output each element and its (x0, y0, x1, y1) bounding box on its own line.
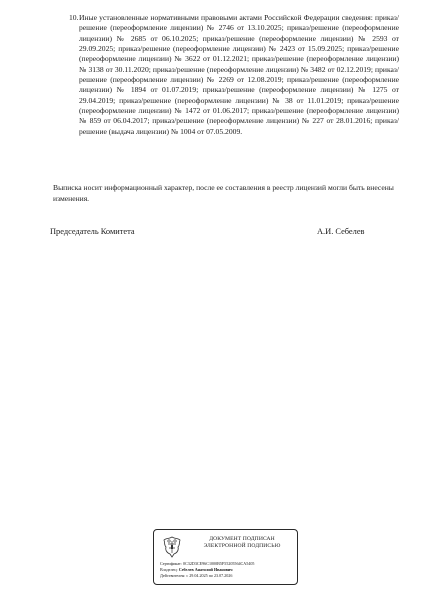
stamp-heading-line2: ЭЛЕКТРОННОЙ ПОДПИСЬЮ (203, 542, 281, 549)
signatory-name: А.И. Себелев (317, 227, 365, 236)
list-item-10 (69, 13, 399, 137)
owner-label: Владелец: (160, 567, 178, 572)
coat-of-arms-icon (161, 535, 183, 559)
electronic-signature-stamp (153, 529, 298, 585)
stamp-heading (190, 536, 294, 549)
item-text: Иные установленные нормативными правовыми актами Российской Федерации сведения: приказ/решение (переоформление лицензии) № 2746 от 13.10.2025; приказ/решение (переоформление лицензии) № 2685 от 06.10.2025; приказ/решение (переоформление лицензии) № 2593 от 29.09.2025; приказ/решение (переоформление лицензии) № 2423 от 15.09.2025; приказ/решение (переоформление лицензии) № 3622 от 01.12.2021; приказ/решение (переоформление лицензии) № 3138 от 30.11.2020; приказ/решение (переоформление лицензии) № 3482 от 02.12.2019; приказ/решение (переоформление лицензии) № 2269 от 12.08.2019; приказ/решение (переоформление лицензии) № 1894 от 01.07.2019; приказ/решение (переоформление лицензии) № 1275 от 29.04.2019; приказ/решение (переоформление лицензии) № 38 от 11.01.2019; приказ/решение (переоформление лицензии) № 1472 от 01.06.2017; приказ/решение (переоформление лицензии) № 859 от 06.04.2017; приказ/решение (переоформление лицензии) № 227 от 28.01.2016; приказ/решение (выдача лицензии) № 1004 от 07.05.2009. (79, 13, 399, 136)
stamp-certificate (160, 561, 254, 566)
stamp-owner (160, 567, 233, 572)
cert-label: Сертификат: (160, 561, 182, 566)
item-number: 10. (69, 13, 79, 22)
information-notice: Выписка носит информационный характер, после ее составления в реестр лицензий могли быть внесены изменения. (53, 183, 394, 203)
cert-value: 0C32D3CE96C1000B5F55205564CA5405 (183, 561, 255, 566)
stamp-heading-line1: ДОКУМЕНТ ПОДПИСАН (209, 536, 275, 542)
stamp-validity (160, 573, 232, 578)
valid-label: Действителен: (160, 573, 186, 578)
valid-value: с 29.04.2025 по 23.07.2026 (186, 573, 233, 578)
owner-value: Себелев Анатолий Иванович (178, 567, 233, 572)
signatory-role: Председатель Комитета (50, 227, 135, 236)
